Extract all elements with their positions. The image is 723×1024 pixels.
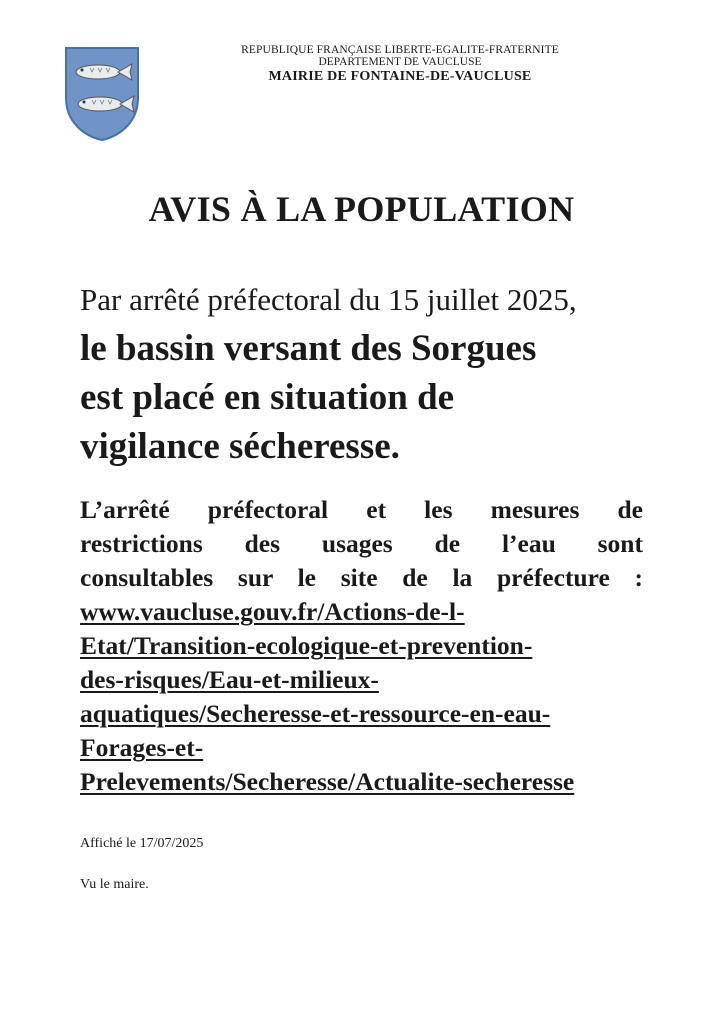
prefecture-link-line[interactable]: Forages-et- xyxy=(80,733,204,762)
details-line: restrictions des usages de l’eau sont xyxy=(80,529,643,558)
prefecture-link-line[interactable]: www.vaucluse.gouv.fr/Actions-de-l- xyxy=(80,597,465,626)
announcement-main xyxy=(80,324,660,471)
posted-date: Affiché le 17/07/2025 xyxy=(80,836,204,851)
letterhead xyxy=(180,44,620,85)
announcement-line: est placé en situation de xyxy=(80,377,455,418)
prefecture-link-line[interactable]: Prelevements/Secheresse/Actualite-secheresse xyxy=(80,767,575,796)
announcement-line: vigilance sécheresse. xyxy=(80,426,400,467)
department-name: DEPARTEMENT DE VAUCLUSE xyxy=(318,56,482,69)
mayor-signature-note: Vu le maire. xyxy=(80,877,149,892)
prefecture-link-line[interactable]: aquatiques/Secheresse-et-ressource-en-eau- xyxy=(80,699,551,728)
details-line: consultables sur le site de la préfecture : xyxy=(80,563,643,592)
announcement-intro: Par arrêté préfectoral du 15 juillet 2025, xyxy=(80,282,577,317)
details-line: L’arrêté préfectoral et les mesures de xyxy=(80,495,643,524)
coat-of-arms-icon xyxy=(64,46,140,142)
announcement xyxy=(80,280,660,471)
republic-motto: REPUBLIQUE FRANÇAISE LIBERTE-EGALITE-FRATERNITE xyxy=(241,44,559,56)
details-paragraph xyxy=(80,493,643,799)
town-hall-name: MAIRIE DE FONTAINE-DE-VAUCLUSE xyxy=(268,69,532,85)
announcement-line: le bassin versant des Sorgues xyxy=(80,328,537,369)
notice-title: AVIS À LA POPULATION xyxy=(148,189,575,229)
prefecture-link-line[interactable]: des-risques/Eau-et-milieux- xyxy=(80,665,379,694)
prefecture-link-line[interactable]: Etat/Transition-ecologique-et-prevention- xyxy=(80,631,533,660)
